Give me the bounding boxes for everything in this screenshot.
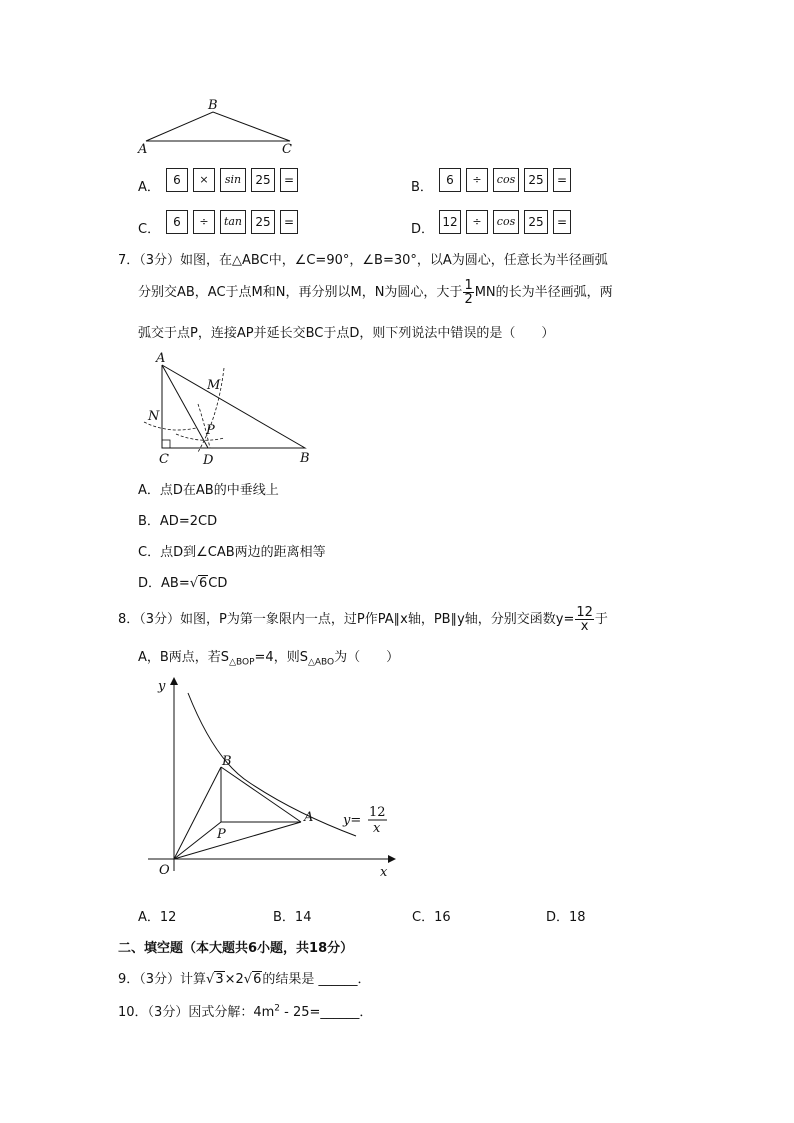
label-c: C [159,452,169,467]
curve-eq-den: x [373,821,381,836]
frac-denominator: x [580,619,589,634]
q9-mid: ×2 [224,972,244,987]
option-letter: A． [138,180,160,195]
key-digit: 12 [439,210,461,234]
label-a: A [304,810,314,825]
q8-line2-c: 为（ ） [334,650,400,665]
q9-post: 的结果是 ______． [262,972,371,987]
q9-pre: 9．（3分）计算 [118,972,207,987]
option-letter: C． [138,222,161,237]
q10-post: - 25=______． [279,1005,373,1020]
q7-line2-a: 分别交AB，AC于点M和N，再分别以M，N为圆心，大于 [138,285,463,300]
q8-hyperbola-figure [140,673,410,883]
q7-option-a: A．点D在AB的中垂线上 [138,483,279,498]
q8-line2-a: A，B两点，若S [138,650,230,665]
superscript: 2 [274,1003,280,1014]
q7-line1: 7．（3分）如图，在△ABC中，∠C=90°，∠B=30°，以A为圆心，任意长为半径画弧 [118,253,608,268]
key-tan: tan [220,210,246,234]
key-sin: sin [220,168,246,192]
key-cos: cos [493,210,519,234]
label-n: N [148,409,160,424]
option-c-calc [138,206,303,237]
q8-option-d: D．18 [546,910,586,925]
q8-option-a: A．12 [138,910,177,925]
q10-pre: 10．（3分）因式分解：4m [118,1005,275,1020]
label-p: P [206,423,215,438]
key-digit: 25 [524,210,548,234]
q8-line2-b: =4，则S [254,650,308,665]
label-a: A [156,351,166,366]
label-c: C [282,142,292,157]
frac-numerator: 12 [576,605,593,620]
subscript-bop: △BOP [229,657,255,668]
section-heading: 二、填空题（本大题共6小题，共18分） [118,941,354,956]
q7-option-d [138,572,227,591]
q7-triangle-figure [138,348,318,468]
label-d: D [203,453,214,468]
subscript-abo: △ABO [307,657,335,668]
q8-line2 [138,646,399,668]
q8-line1 [118,606,608,633]
frac-numerator: 1 [464,278,473,293]
key-digit: 6 [439,168,461,192]
option-d-calc [411,206,576,237]
fraction-half [463,279,473,306]
sqrt-expression: √6 [189,576,208,591]
func-y: y= [555,612,575,627]
axis-x-label: x [380,865,388,880]
key-digit: 25 [251,168,275,192]
sqrt-expression: √3 [206,972,224,987]
frac-denominator: 2 [464,292,473,307]
q7-option-d-post: CD [208,576,228,591]
label-m: M [207,378,221,393]
q9 [118,968,371,987]
label-a: A [138,142,148,157]
sqrt-expression: √6 [243,972,262,987]
triangle-abc-figure [130,95,310,160]
key-divide: ÷ [466,168,488,192]
fraction-12-over-x [575,606,594,633]
key-digit: 6 [166,210,188,234]
curve-eq-num: 12 [369,805,386,820]
axis-y-label: y [158,679,166,694]
q7-line2 [138,279,613,306]
label-b: B [300,451,310,466]
q8-option-c: C．16 [412,910,451,925]
label-p: P [217,827,226,842]
q7-option-d-pre: D．AB= [138,576,190,591]
label-b: B [222,754,232,769]
q7-option-c: C．点D到∠CAB两边的距离相等 [138,545,326,560]
key-digit: 25 [524,168,548,192]
key-digit: 25 [251,210,275,234]
key-equals: = [553,210,571,234]
key-equals: = [553,168,571,192]
q7-line2-b: MN的长为半径画弧，两 [474,285,613,300]
key-multiply: × [193,168,215,192]
option-b-calc [411,164,576,195]
label-b: B [208,98,218,113]
key-equals: = [280,210,298,234]
key-cos: cos [493,168,519,192]
q7-line3: 弧交于点P，连接AP并延长交BC于点D，则下列说法中错误的是（ ） [138,326,555,341]
option-letter: D． [411,222,435,237]
sqrt-radicand: 3 [215,972,224,987]
q8-option-b: B．14 [273,910,312,925]
label-o: O [159,863,170,878]
key-digit: 6 [166,168,188,192]
option-a-calc [138,164,303,195]
option-letter: B． [411,180,433,195]
q8-line1-b: 于 [594,612,608,627]
curve-eq-y: y= [343,813,362,828]
key-divide: ÷ [193,210,215,234]
q10 [118,1001,372,1020]
q8-line1-a: 8．（3分）如图，P为第一象限内一点，过P作PA∥x轴，PB∥y轴，分别交函数 [118,612,556,627]
key-equals: = [280,168,298,192]
sqrt-radicand: 6 [199,576,208,591]
key-divide: ÷ [466,210,488,234]
q7-option-b: B．AD=2CD [138,514,218,529]
sqrt-radicand: 6 [253,972,262,987]
